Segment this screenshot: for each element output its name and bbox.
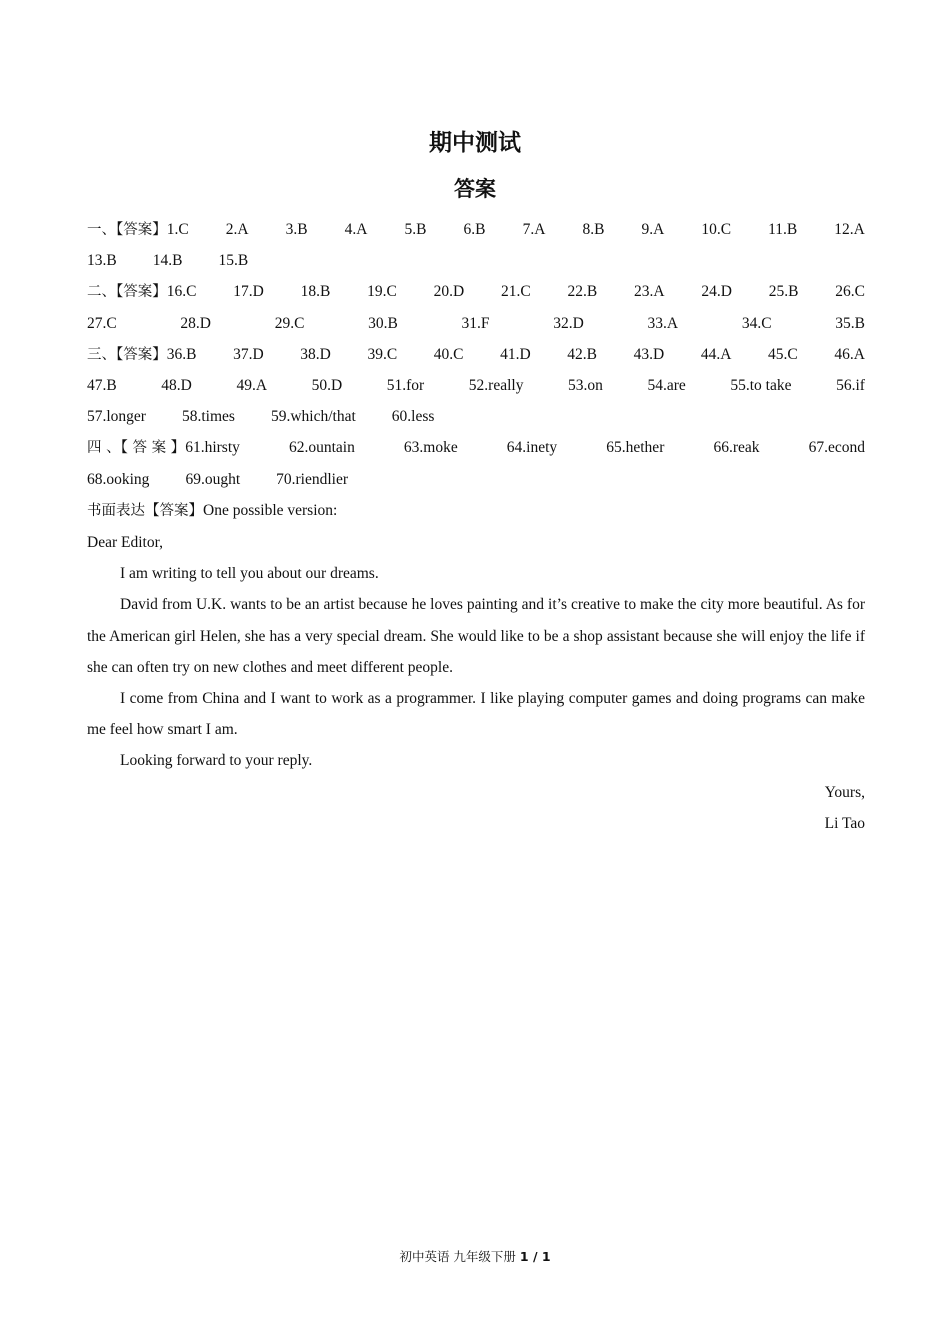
answer-item (507, 432, 557, 463)
answer-text: 21.C (500, 283, 531, 301)
answer-item (404, 432, 458, 463)
answer-text: 51.for (386, 376, 425, 394)
answer-item (568, 370, 603, 401)
answer-text: 13.B (87, 252, 117, 270)
writing-heading (87, 495, 865, 527)
answer-item (834, 214, 865, 245)
answer-text: 53.on (568, 376, 603, 394)
answer-text: 16.C (166, 283, 197, 301)
answer-item (523, 214, 546, 245)
answer-item (275, 308, 305, 339)
section-3-row-2 (87, 370, 865, 401)
answer-body (87, 214, 865, 839)
answer-item (835, 308, 865, 339)
answer-item (836, 370, 865, 401)
answer-text: 39.C (367, 345, 398, 363)
letter-salutation: Dear Editor, (87, 533, 163, 551)
answer-text: 31.F (461, 314, 490, 332)
answer-text: 52.really (468, 376, 524, 394)
answer-text: 50.D (311, 376, 343, 394)
answer-item (606, 432, 664, 463)
writing-prefix: 书面表达【答案】 (87, 502, 203, 519)
letter-paragraph-4: Looking forward to your reply. (120, 752, 313, 770)
answer-item (87, 370, 117, 401)
answer-text: 18.B (300, 283, 331, 301)
page-subtitle: 答案 (454, 177, 496, 201)
section-3-row-1 (87, 339, 865, 370)
answer-text: 58.times (181, 408, 235, 426)
answer-item (553, 308, 584, 339)
section-prefix: 三、【答案】 (87, 346, 167, 363)
answer-text: 68.ooking (87, 470, 150, 488)
answer-item (345, 214, 368, 245)
answer-item (464, 214, 486, 245)
answer-text: 26.C (835, 283, 865, 301)
section-prefix: 二、【答案】 (87, 284, 167, 301)
answer-text: 10.C (701, 221, 732, 238)
answer-item (730, 370, 791, 401)
page-title: 期中测试 (429, 130, 521, 156)
answer-item (87, 245, 117, 276)
section-prefix: 一、【答案】 (87, 222, 167, 238)
answer-item (582, 214, 604, 245)
answer-text: 42.B (567, 345, 598, 363)
answer-item (87, 276, 196, 307)
answer-text: 30.B (368, 314, 398, 332)
answer-text: 15.B (218, 252, 249, 270)
answer-text: 63.moke (403, 439, 458, 457)
answer-item (367, 339, 397, 370)
answer-item (648, 370, 686, 401)
answer-text: 54.are (647, 376, 686, 394)
answer-text: 29.C (274, 314, 305, 332)
section-1-row-2 (87, 245, 865, 276)
letter-signature: Li Tao (824, 814, 865, 832)
answer-text: 8.B (582, 221, 605, 238)
answer-item (462, 308, 490, 339)
answer-text: 49.A (236, 376, 268, 394)
answer-item (387, 370, 424, 401)
answer-text: 70.riendlier (276, 470, 349, 488)
answer-text: 37.D (233, 345, 264, 363)
answer-text: 60.less (391, 408, 435, 426)
footer-text: 初中英语 九年级下册 (399, 1249, 520, 1264)
answer-text: 12.A (834, 221, 865, 238)
answer-text: 25.B (768, 283, 799, 301)
answer-text: 64.inety (506, 439, 558, 457)
answer-text: 24.D (701, 283, 732, 301)
answer-text: 66.reak (713, 439, 760, 457)
answer-item (87, 464, 149, 495)
answer-text: 20.D (433, 283, 465, 301)
answer-text: 45.C (768, 345, 798, 363)
answer-item (567, 339, 597, 370)
answer-item (769, 276, 799, 307)
answer-item (286, 214, 308, 245)
answer-item (701, 276, 732, 307)
answer-item (501, 276, 531, 307)
answer-item (405, 214, 427, 245)
answer-text: 14.B (152, 252, 183, 270)
answer-item (87, 339, 196, 370)
answer-item (180, 308, 211, 339)
answer-text: 41.D (500, 345, 531, 363)
answer-text: 38.D (300, 345, 331, 363)
page-number: 1 / 1 (519, 1249, 551, 1264)
answer-item (701, 339, 732, 370)
answer-item (567, 276, 597, 307)
answer-text: 47.B (87, 376, 117, 394)
answer-text: 46.A (834, 345, 865, 363)
answer-text: 3.B (285, 221, 308, 238)
answer-item (367, 276, 397, 307)
answer-item (392, 401, 435, 432)
answer-text: 57.longer (87, 408, 146, 426)
answer-item (87, 308, 117, 339)
answer-text: 36.B (166, 345, 197, 363)
answer-item (87, 401, 146, 432)
answer-item (368, 308, 398, 339)
answer-item (742, 308, 772, 339)
answer-item (434, 339, 464, 370)
letter-paragraph-2: David from U.K. wants to be an artist because he loves painting and it’s creative to make the city more beautiful. As for the American girl Helen, she has a very special dream. She would like to be a shop assistant because she will enjoy the life if she can often try on new clothes and meet different people. (87, 596, 865, 676)
answer-item (87, 214, 189, 245)
answer-item (226, 214, 249, 245)
answer-text: 48.D (161, 376, 192, 394)
answer-item (153, 245, 183, 276)
answer-text: 27.C (87, 314, 117, 332)
writing-intro: One possible version: (203, 501, 338, 519)
answer-text: 19.C (367, 283, 397, 301)
answer-text: 35.B (835, 314, 865, 332)
letter-paragraph-1: I am writing to tell you about our dreams. (120, 565, 379, 583)
answer-item (469, 370, 524, 401)
section-4-row-1 (87, 432, 865, 463)
answer-item (289, 432, 355, 463)
answer-text: 2.A (225, 221, 249, 238)
answer-text: 44.A (700, 345, 732, 363)
answer-item (218, 245, 248, 276)
answer-item (182, 401, 235, 432)
answer-text: 22.B (567, 283, 598, 301)
answer-item (834, 339, 865, 370)
answer-text: 17.D (233, 283, 264, 301)
answer-text: 55.to take (730, 376, 792, 394)
answer-text: 11.B (768, 221, 798, 238)
answer-item (300, 339, 331, 370)
answer-item (713, 432, 759, 463)
answer-item (301, 276, 331, 307)
answer-item (701, 214, 731, 245)
answer-item (312, 370, 343, 401)
letter-closing: Yours, (824, 783, 865, 801)
section-2-row-1 (87, 276, 865, 307)
answer-text: 6.B (463, 221, 486, 238)
answer-item (500, 339, 531, 370)
answer-item (648, 308, 679, 339)
answer-item (87, 432, 240, 463)
answer-text: 32.D (553, 314, 584, 332)
answer-text: 1.C (166, 221, 189, 238)
answer-item (233, 276, 264, 307)
answer-text: 33.A (647, 314, 679, 332)
answer-text: 43.D (633, 345, 665, 363)
answer-text: 7.A (522, 221, 546, 238)
answer-text: 61.hirsty (185, 439, 240, 457)
answer-text: 69.ought (185, 470, 241, 488)
answer-item (161, 370, 192, 401)
answer-text: 59.which/that (270, 408, 356, 426)
answer-item (276, 464, 348, 495)
answer-item (809, 432, 865, 463)
answer-item (271, 401, 356, 432)
answer-item (434, 276, 465, 307)
answer-item (835, 276, 865, 307)
answer-item (768, 339, 798, 370)
section-3-row-3 (87, 401, 865, 432)
answer-text: 62.ountain (288, 439, 355, 457)
section-prefix: 四 、【 答 案 】 (87, 440, 186, 457)
answer-item (185, 464, 240, 495)
answer-item (233, 339, 264, 370)
answer-item (641, 214, 664, 245)
answer-text: 9.A (641, 221, 665, 238)
answer-item (768, 214, 797, 245)
answer-text: 4.A (344, 221, 368, 238)
answer-text: 65.hether (606, 439, 665, 457)
section-4-row-2 (87, 464, 865, 495)
answer-item (634, 276, 665, 307)
answer-text: 5.B (404, 221, 427, 238)
page-footer (0, 1247, 950, 1265)
answer-text: 23.A (633, 283, 665, 301)
answer-text: 40.C (433, 345, 464, 363)
letter-paragraph-3: I come from China and I want to work as a programmer. I like playing computer games and doing programs can make me feel how smart I am. (87, 689, 865, 739)
section-1-row-1 (87, 214, 865, 245)
answer-item (634, 339, 665, 370)
section-2-row-2 (87, 308, 865, 339)
answer-text: 56.if (836, 376, 865, 394)
answer-text: 34.C (741, 314, 772, 332)
answer-item (236, 370, 267, 401)
answer-text: 28.D (180, 314, 211, 332)
answer-text: 67.econd (808, 439, 865, 457)
